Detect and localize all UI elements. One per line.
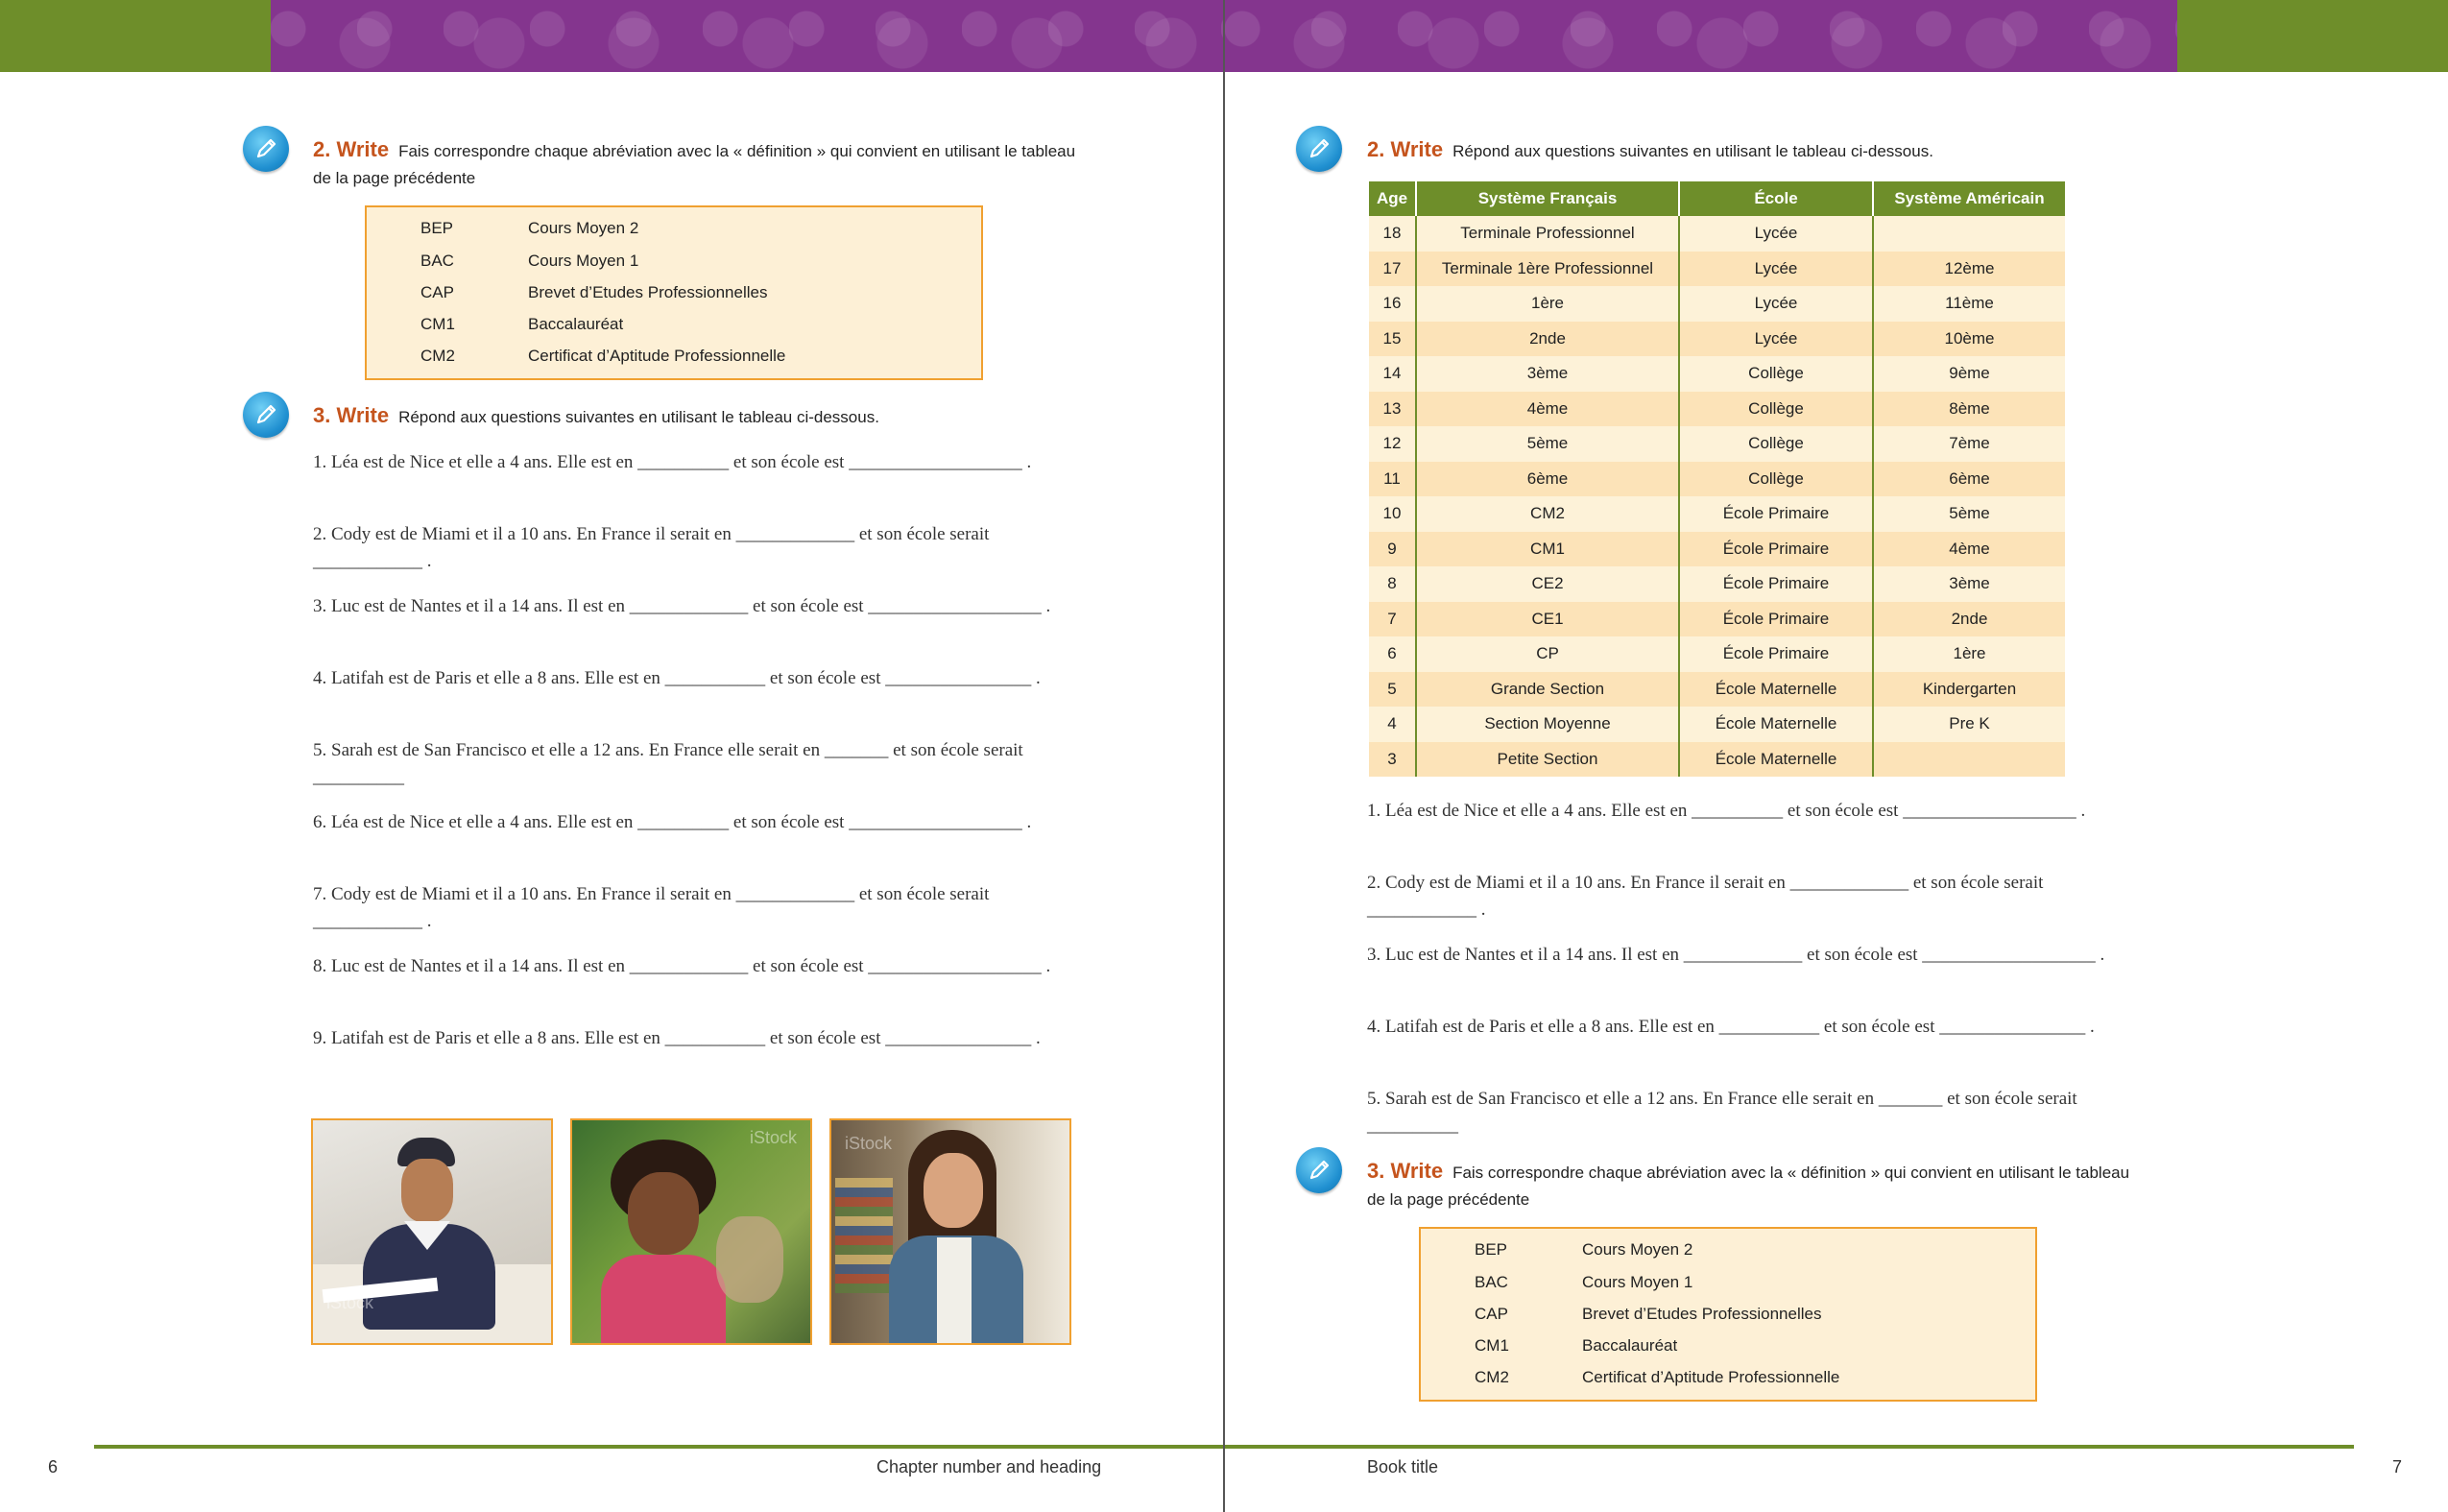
question-8: 8. Luc est de Nantes et il a 14 ans. Il est en _____________ et son école est ___________________ .	[313, 956, 1051, 976]
table-cell: 12ème	[1873, 252, 2065, 287]
section-instructions: Fais correspondre chaque abréviation avec la « définition » qui convient en utilisant le tableau de la page précédente	[1367, 1164, 2130, 1209]
table-cell: Terminale Professionnel	[1416, 216, 1679, 252]
abbr-definition: Cours Moyen 2	[1582, 1240, 1693, 1259]
table-cell: 5ème	[1416, 426, 1679, 462]
abbr-row	[1421, 1234, 2035, 1266]
abbr-definition: Certificat d’Aptitude Professionnelle	[528, 347, 786, 365]
page-number: 7	[2392, 1457, 2403, 1476]
table-row	[1369, 602, 2065, 637]
table-row	[1369, 742, 2065, 778]
table-row	[1369, 462, 2065, 497]
table-cell: 4	[1369, 707, 1416, 742]
section-3-heading	[313, 402, 1081, 431]
table-cell: Lycée	[1679, 252, 1873, 287]
column-header: École	[1679, 181, 1873, 216]
table-cell: 9	[1369, 532, 1416, 567]
column-header: Système Français	[1416, 181, 1679, 216]
table-cell: École Maternelle	[1679, 672, 1873, 708]
table-cell: Collège	[1679, 426, 1873, 462]
table-cell: CP	[1416, 636, 1679, 672]
table-cell: 10	[1369, 496, 1416, 532]
question-9: 9. Latifah est de Paris et elle a 8 ans. Elle est en ___________ et son école est ________________ .	[313, 1028, 1041, 1048]
table-cell: 2nde	[1416, 322, 1679, 357]
abbr-key: BEP	[1475, 1240, 1508, 1259]
table-cell: CE1	[1416, 602, 1679, 637]
table-cell: 3ème	[1873, 566, 2065, 602]
table-cell: Collège	[1679, 462, 1873, 497]
abbr-row	[1421, 1361, 2035, 1394]
table-row	[1369, 636, 2065, 672]
table-cell: École Primaire	[1679, 496, 1873, 532]
abbr-key: CM1	[1475, 1336, 1509, 1355]
table-cell: École Primaire	[1679, 602, 1873, 637]
chapter-heading: Chapter number and heading	[876, 1457, 1102, 1476]
photo-student-boy	[311, 1118, 553, 1345]
abbr-row	[367, 276, 981, 309]
abbreviation-box	[365, 205, 983, 380]
table-cell: 11	[1369, 462, 1416, 497]
question-3: 3. Luc est de Nantes et il a 14 ans. Il est en _____________ et son école est ___________________ .	[313, 596, 1051, 616]
question-7: 7. Cody est de Miami et il a 10 ans. En France il serait en _____________ et son école serait ____________ .	[313, 884, 990, 931]
table-cell: 6ème	[1873, 462, 2065, 497]
abbr-row	[367, 340, 981, 372]
section-instructions: Répond aux questions suivantes en utilisant le tableau ci-dessous.	[1452, 142, 1933, 160]
table-cell: Terminale 1ère Professionnel	[1416, 252, 1679, 287]
book-title: Book title	[1367, 1457, 1439, 1476]
question-3: 3. Luc est de Nantes et il a 14 ans. Il est en _____________ et son école est ___________________ .	[1367, 945, 2105, 965]
section-instructions: Répond aux questions suivantes en utilisant le tableau ci-dessous.	[398, 408, 879, 426]
abbr-definition: Baccalauréat	[528, 315, 624, 333]
table-cell	[1873, 742, 2065, 778]
question-5: 5. Sarah est de San Francisco et elle a 12 ans. En France elle serait en _______ et son école serait __________	[1367, 1089, 2077, 1136]
table-cell: CM2	[1416, 496, 1679, 532]
question-2: 2. Cody est de Miami et il a 10 ans. En France il serait en _____________ et son école serait ____________ .	[1367, 873, 2044, 920]
abbr-definition: Cours Moyen 2	[528, 219, 639, 237]
table-cell: 6ème	[1416, 462, 1679, 497]
table-row	[1369, 286, 2065, 322]
table-cell: 11ème	[1873, 286, 2065, 322]
abbr-row	[367, 245, 981, 277]
table-cell: École Maternelle	[1679, 742, 1873, 778]
header-band-purple	[271, 0, 1223, 72]
table-row	[1369, 707, 2065, 742]
table-cell: 1ère	[1416, 286, 1679, 322]
abbr-definition: Cours Moyen 1	[528, 252, 639, 270]
table-cell: 5	[1369, 672, 1416, 708]
table-row	[1369, 566, 2065, 602]
pencil-icon	[243, 126, 289, 172]
table-cell: 3	[1369, 742, 1416, 778]
question-2: 2. Cody est de Miami et il a 10 ans. En France il serait en _____________ et son école serait ____________ .	[313, 524, 990, 571]
table-cell: 7	[1369, 602, 1416, 637]
table-cell: 12	[1369, 426, 1416, 462]
abbr-key: CAP	[1475, 1305, 1508, 1323]
footer-rule	[1225, 1445, 2354, 1449]
question-6: 6. Léa est de Nice et elle a 4 ans. Elle est en __________ et son école est ___________________ .	[313, 812, 1032, 832]
section-number: 2. Write	[313, 137, 390, 161]
table-cell: 4ème	[1873, 532, 2065, 567]
table-cell	[1873, 216, 2065, 252]
watermark: iStock	[326, 1293, 374, 1312]
abbr-key: CM1	[420, 315, 455, 333]
footer-rule	[94, 1445, 1223, 1449]
table-row	[1369, 392, 2065, 427]
table-cell: 15	[1369, 322, 1416, 357]
question-1: 1. Léa est de Nice et elle a 4 ans. Elle est en __________ et son école est ___________________ .	[313, 452, 1032, 472]
section-instructions: Fais correspondre chaque abréviation avec la « définition » qui convient en utilisant le tableau de la page précédente	[313, 142, 1076, 187]
section-2-heading	[1367, 136, 2135, 165]
table-row	[1369, 216, 2065, 252]
question-4: 4. Latifah est de Paris et elle a 8 ans. Elle est en ___________ et son école est ________________ .	[1367, 1017, 2095, 1037]
table-cell: 6	[1369, 636, 1416, 672]
table-cell: École Primaire	[1679, 636, 1873, 672]
abbr-row	[367, 212, 981, 245]
table-row	[1369, 426, 2065, 462]
table-cell: Lycée	[1679, 216, 1873, 252]
table-cell: Pre K	[1873, 707, 2065, 742]
column-header: Age	[1369, 181, 1416, 216]
table-cell: 5ème	[1873, 496, 2065, 532]
question-5: 5. Sarah est de San Francisco et elle a 12 ans. En France elle serait en _______ et son école serait __________	[313, 740, 1023, 787]
table-cell: École Maternelle	[1679, 707, 1873, 742]
abbr-key: CM2	[1475, 1368, 1509, 1386]
table-cell: Petite Section	[1416, 742, 1679, 778]
header-band-green	[2177, 0, 2448, 72]
left-page	[0, 0, 1223, 1512]
abbr-definition: Brevet d’Etudes Professionnelles	[528, 283, 768, 301]
table-cell: CE2	[1416, 566, 1679, 602]
table-cell: Kindergarten	[1873, 672, 2065, 708]
table-cell: Grande Section	[1416, 672, 1679, 708]
abbr-row	[367, 308, 981, 341]
pencil-icon	[1296, 1147, 1342, 1193]
table-cell: 2nde	[1873, 602, 2065, 637]
pencil-icon	[243, 392, 289, 438]
abbr-key: CAP	[420, 283, 454, 301]
table-cell: Collège	[1679, 392, 1873, 427]
abbr-definition: Brevet d’Etudes Professionnelles	[1582, 1305, 1822, 1323]
abbr-row	[1421, 1266, 2035, 1299]
table-cell: 7ème	[1873, 426, 2065, 462]
section-number: 2. Write	[1367, 137, 1444, 161]
table-cell: 17	[1369, 252, 1416, 287]
section-number: 3. Write	[313, 403, 390, 427]
table-cell: 14	[1369, 356, 1416, 392]
header-band-green	[0, 0, 271, 72]
table-row	[1369, 532, 2065, 567]
watermark: iStock	[845, 1134, 893, 1153]
abbreviation-box	[1419, 1227, 2037, 1402]
table-cell: Section Moyenne	[1416, 707, 1679, 742]
table-cell: 10ème	[1873, 322, 2065, 357]
abbr-key: BEP	[420, 219, 454, 237]
abbr-definition: Baccalauréat	[1582, 1336, 1678, 1355]
table-row	[1369, 496, 2065, 532]
header-band-purple	[1225, 0, 2177, 72]
watermark: iStock	[750, 1128, 798, 1147]
table-row	[1369, 356, 2065, 392]
table-cell: 4ème	[1416, 392, 1679, 427]
table-row	[1369, 672, 2065, 708]
right-page	[1225, 0, 2448, 1512]
table-cell: 8	[1369, 566, 1416, 602]
table-cell: 3ème	[1416, 356, 1679, 392]
table-cell: École Primaire	[1679, 532, 1873, 567]
page-number: 6	[48, 1457, 59, 1476]
table-cell: 18	[1369, 216, 1416, 252]
table-header-row	[1369, 181, 2065, 216]
question-4: 4. Latifah est de Paris et elle a 8 ans. Elle est en ___________ et son école est ________________ .	[313, 668, 1041, 688]
table-row	[1369, 252, 2065, 287]
photo-student-girl	[570, 1118, 812, 1345]
abbr-definition: Cours Moyen 1	[1582, 1273, 1693, 1291]
table-cell: 1ère	[1873, 636, 2065, 672]
question-1: 1. Léa est de Nice et elle a 4 ans. Elle est en __________ et son école est ___________________ .	[1367, 801, 2086, 821]
section-3-heading	[1367, 1158, 2135, 1213]
table-cell: Lycée	[1679, 286, 1873, 322]
abbr-definition: Certificat d’Aptitude Professionnelle	[1582, 1368, 1840, 1386]
table-cell: 16	[1369, 286, 1416, 322]
table-cell: 8ème	[1873, 392, 2065, 427]
section-number: 3. Write	[1367, 1159, 1444, 1183]
table-cell: Lycée	[1679, 322, 1873, 357]
table-row	[1369, 322, 2065, 357]
column-header: Système Américain	[1873, 181, 2065, 216]
section-2-heading	[313, 136, 1081, 192]
table-cell: École Primaire	[1679, 566, 1873, 602]
table-cell: CM1	[1416, 532, 1679, 567]
abbr-key: BAC	[1475, 1273, 1508, 1291]
photo-student-teen	[829, 1118, 1071, 1345]
pencil-icon	[1296, 126, 1342, 172]
abbr-row	[1421, 1298, 2035, 1331]
abbr-row	[1421, 1330, 2035, 1362]
school-systems-table	[1369, 181, 2065, 777]
table-cell: 9ème	[1873, 356, 2065, 392]
abbr-key: BAC	[420, 252, 454, 270]
abbr-key: CM2	[420, 347, 455, 365]
table-cell: Collège	[1679, 356, 1873, 392]
table-body	[1369, 216, 2065, 777]
table-cell: 13	[1369, 392, 1416, 427]
